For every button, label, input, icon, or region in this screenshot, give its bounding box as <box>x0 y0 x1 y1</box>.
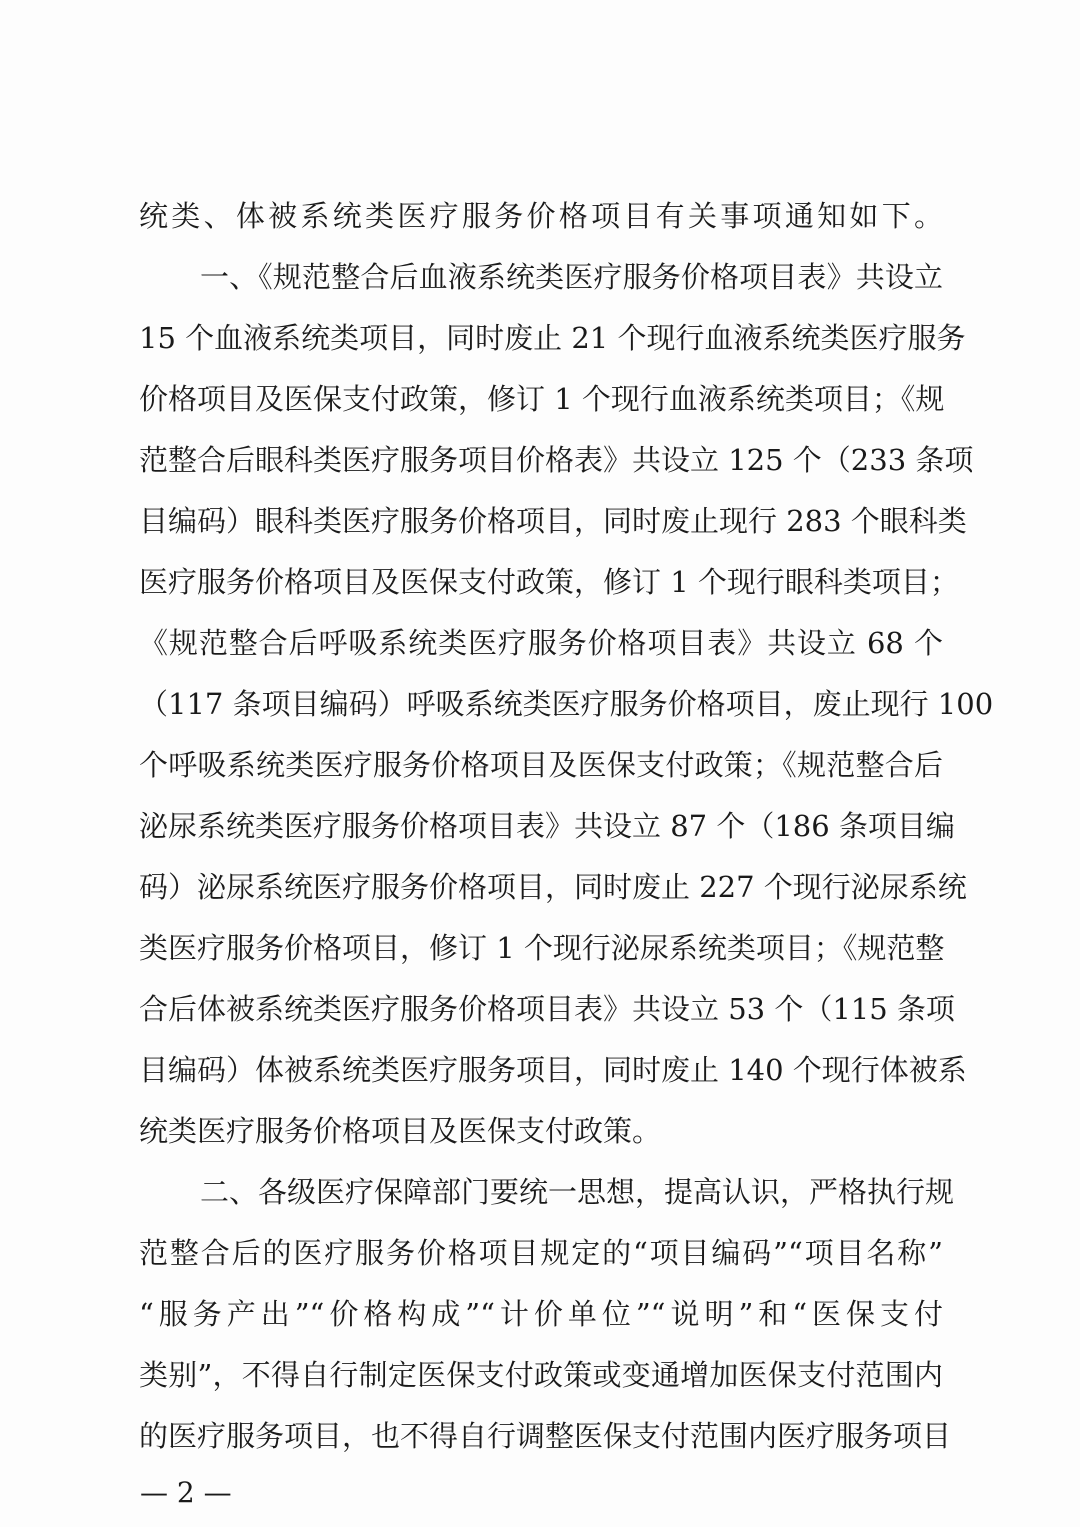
body-line-12: 码）泌尿系统医疗服务价格项目，同时废止 227 个现行泌尿系统 <box>139 870 967 904</box>
body-line-13: 类医疗服务价格项目，修订 1 个现行泌尿系统类项目；《规范整 <box>139 931 945 965</box>
body-line-9: （117 条项目编码）呼吸系统类医疗服务价格项目，废止现行 100 <box>139 687 994 721</box>
page-number: — 2 — <box>140 1476 232 1509</box>
body-line-20: 类别”，不得自行制定医保支付政策或变通增加医保支付范围内 <box>139 1358 943 1392</box>
body-line-4: 价格项目及医保支付政策，修订 1 个现行血液系统类项目；《规 <box>139 382 945 416</box>
body-line-18: 范整合后的医疗服务价格项目规定的“项目编码”“项目名称” <box>139 1236 943 1270</box>
body-line-17: 二、各级医疗保障部门要统一思想，提高认识，严格执行规 <box>200 1175 955 1209</box>
body-line-11: 泌尿系统类医疗服务价格项目表》共设立 87 个（186 条项目编 <box>139 809 955 843</box>
body-line-8: 《规范整合后呼吸系统类医疗服务价格项目表》共设立 68 个 <box>139 626 943 660</box>
body-line-3: 15 个血液系统类项目，同时废止 21 个现行血液系统类医疗服务 <box>139 321 966 355</box>
body-line-14: 合后体被系统类医疗服务价格项目表》共设立 53 个（115 条项 <box>139 992 955 1026</box>
body-line-15: 目编码）体被系统类医疗服务项目，同时废止 140 个现行体被系 <box>139 1053 967 1087</box>
body-line-1: 统类、体被系统类医疗服务价格项目有关事项通知如下。 <box>139 199 943 233</box>
body-line-7: 医疗服务价格项目及医保支付政策，修订 1 个现行眼科类项目； <box>139 565 959 599</box>
body-line-19: “服务产出”“价格构成”“计价单位”“说明”和“医保支付 <box>139 1297 943 1331</box>
body-line-21: 的医疗服务项目，也不得自行调整医保支付范围内医疗服务项目 <box>139 1419 952 1453</box>
body-line-10: 个呼吸系统类医疗服务价格项目及医保支付政策；《规范整合后 <box>139 748 943 782</box>
body-line-5: 范整合后眼科类医疗服务项目价格表》共设立 125 个（233 条项 <box>139 443 974 477</box>
body-line-16: 统类医疗服务价格项目及医保支付政策。 <box>139 1114 662 1148</box>
body-line-6: 目编码）眼科类医疗服务价格项目，同时废止现行 283 个眼科类 <box>139 504 967 538</box>
body-line-2: 一、《规范整合后血液系统类医疗服务价格项目表》共设立 <box>200 260 943 294</box>
